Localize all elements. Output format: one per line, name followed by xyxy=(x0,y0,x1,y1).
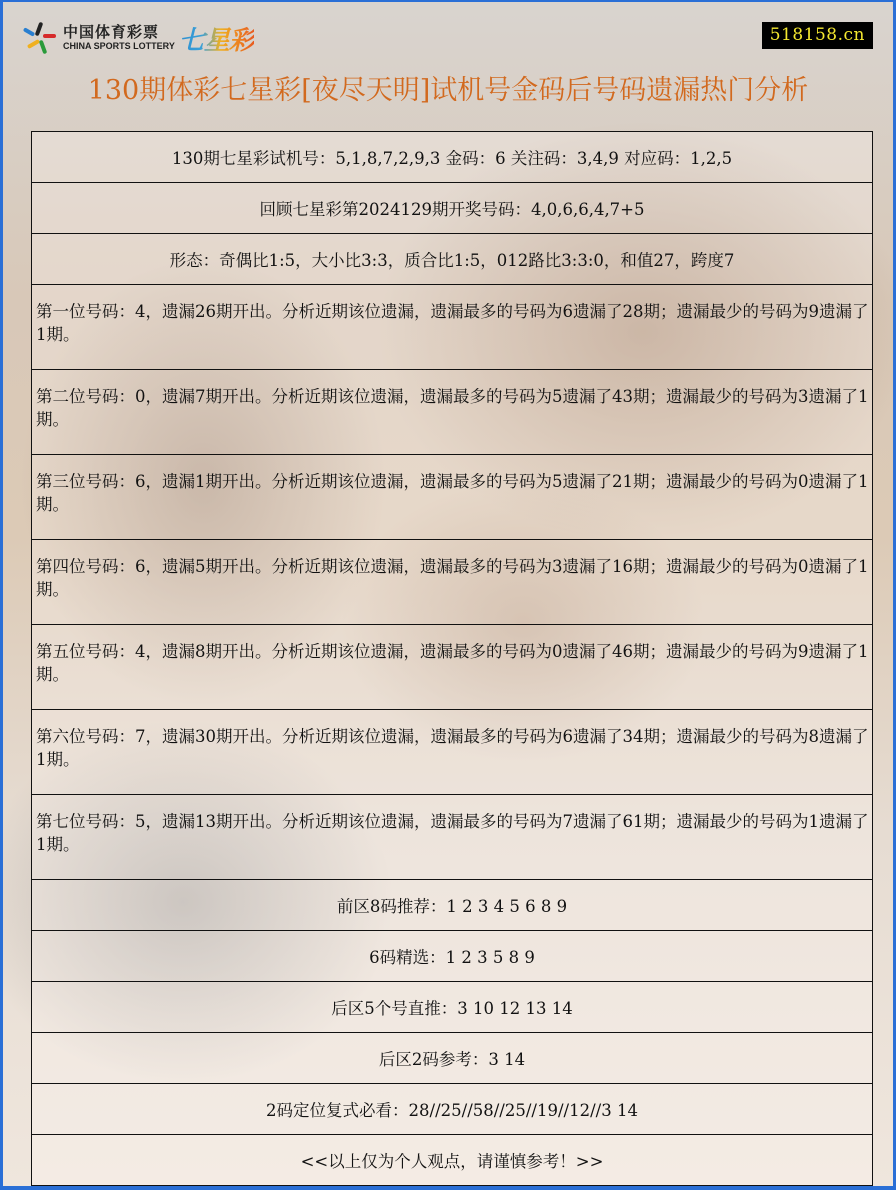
table-row xyxy=(32,370,873,455)
lottery-star-icon xyxy=(21,20,57,56)
position-2-cell: 第二位号码：0，遗漏7期开出。分析近期该位遗漏，遗漏最多的号码为5遗漏了43期；遗漏最少的号码为3遗漏了1期。 xyxy=(32,370,873,455)
table-row xyxy=(32,625,873,710)
pick-6-cell: 6码精选：1 2 3 5 8 9 xyxy=(32,931,873,982)
position-6-cell: 第六位号码：7，遗漏30期开出。分析近期该位遗漏，遗漏最多的号码为6遗漏了34期；遗漏最少的号码为8遗漏了1期。 xyxy=(32,710,873,795)
two-code-position-cell: 2码定位复式必看：28//25//58//25//19//12//3 14 xyxy=(32,1084,873,1135)
table-row xyxy=(32,1033,873,1084)
pattern-cell: 形态：奇偶比1:5，大小比3:3，质合比1:5，012路比3:3:0，和值27，跨度7 xyxy=(32,234,873,285)
position-3-cell: 第三位号码：6，遗漏1期开出。分析近期该位遗漏，遗漏最多的号码为5遗漏了21期；遗漏最少的号码为0遗漏了1期。 xyxy=(32,455,873,540)
position-5-cell: 第五位号码：4，遗漏8期开出。分析近期该位遗漏，遗漏最多的号码为0遗漏了46期；遗漏最少的号码为9遗漏了1期。 xyxy=(32,625,873,710)
table-row xyxy=(32,880,873,931)
position-1-cell: 第一位号码：4，遗漏26期开出。分析近期该位遗漏，遗漏最多的号码为6遗漏了28期；遗漏最少的号码为9遗漏了1期。 xyxy=(32,285,873,370)
table-row xyxy=(32,1135,873,1186)
china-sports-lottery-logo xyxy=(21,18,254,58)
table-row xyxy=(32,795,873,880)
table-row xyxy=(32,285,873,370)
analysis-table xyxy=(31,131,873,1186)
back-2-cell: 后区2码参考：3 14 xyxy=(32,1033,873,1084)
table-row xyxy=(32,132,873,183)
table-row xyxy=(32,1084,873,1135)
disclaimer-cell: <<以上仅为个人观点，请谨慎参考！>> xyxy=(32,1135,873,1186)
position-4-cell: 第四位号码：6，遗漏5期开出。分析近期该位遗漏，遗漏最多的号码为3遗漏了16期；遗漏最少的号码为0遗漏了1期。 xyxy=(32,540,873,625)
trial-number-cell: 130期七星彩试机号：5,1,8,7,2,9,3 金码：6 关注码：3,4,9 对应码：1,2,5 xyxy=(32,132,873,183)
table-row xyxy=(32,183,873,234)
logo-chinese-text: 中国体育彩票 xyxy=(63,23,160,41)
review-draw-cell: 回顾七星彩第2024129期开奖号码：4,0,6,6,4,7+5 xyxy=(32,183,873,234)
game-name-logo: 七星彩 xyxy=(179,20,254,57)
table-row xyxy=(32,710,873,795)
site-badge: 518158.cn xyxy=(762,22,873,49)
table-row xyxy=(32,931,873,982)
position-7-cell: 第七位号码：5，遗漏13期开出。分析近期该位遗漏，遗漏最多的号码为7遗漏了61期；遗漏最少的号码为1遗漏了1期。 xyxy=(32,795,873,880)
page-title: 130期体彩七星彩[夜尽天明]试机号金码后号码遗漏热门分析 xyxy=(87,75,809,106)
front-8-cell: 前区8码推荐：1 2 3 4 5 6 8 9 xyxy=(32,880,873,931)
logo-english-text: CHINA SPORTS LOTTERY xyxy=(63,41,175,51)
table-row xyxy=(32,540,873,625)
table-row xyxy=(32,455,873,540)
table-row xyxy=(32,982,873,1033)
back-5-cell: 后区5个号直推：3 10 12 13 14 xyxy=(32,982,873,1033)
table-row xyxy=(32,234,873,285)
